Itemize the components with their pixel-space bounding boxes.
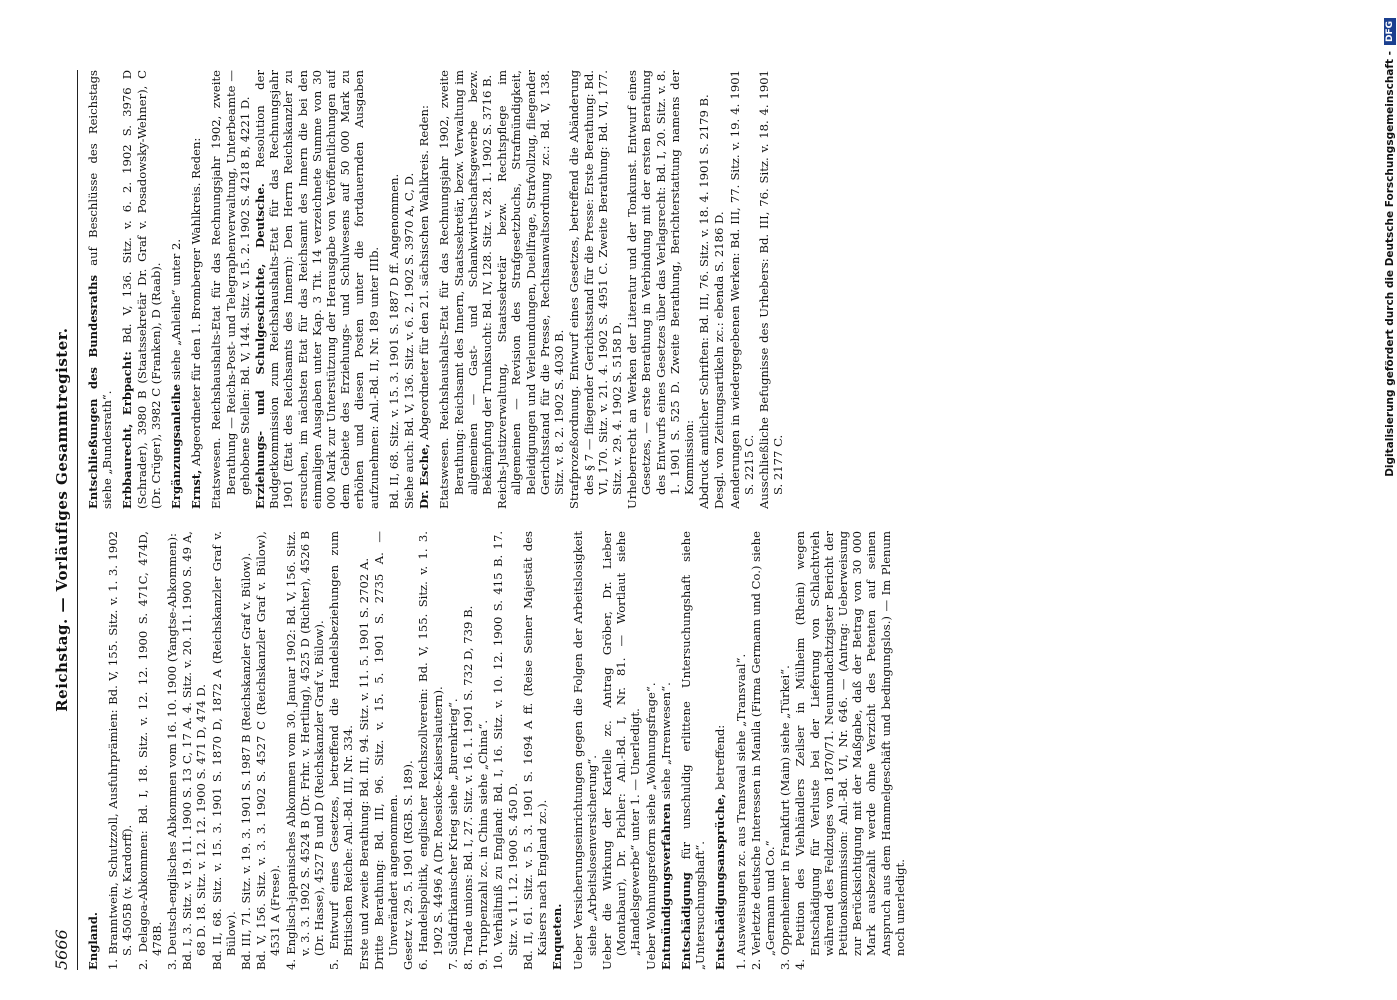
entry-body: siehe „Anleihe“ unter 2. [169, 238, 184, 381]
entry-body: Dritte Berathung: Bd. III, 96. Sitz. v. 15. 5. 1901 S. 2735 A. — Unverändert angenommen. [371, 531, 401, 970]
page-header [52, 70, 78, 970]
entry-body: Bd. V, 136. Sitz. v. 6. 2. 1902 S. 3976 D (Schrader), 3980 B (Staatssekretär Dr. Graf v. Posadowsky-Wehner), C (Dr. Crüger), 3982 C (Franken), D (Raab). [120, 70, 163, 509]
entry-heading: Entschädigungsansprüche, [713, 793, 728, 970]
dfg-logo: DFG [1384, 18, 1396, 45]
register-entry [169, 70, 183, 509]
register-entry [357, 531, 371, 970]
register-entry [749, 531, 777, 970]
entry-body: Etatswesen. Reichshaushalts-Etat für das Rechnungsjahr 1902, zweite Berathung: Reichsamt des Innern, Staatssekretär, bezw. Verwaltung im allgemeinen — Gast- und Schankwirthschaftsgewerbe bezw. Bekämpfung der Trunksucht: Bd. IV, 128. Sitz. v. 28. 1. 1902 S. 3716 B. [437, 70, 495, 509]
entry-body: Reichs-Justizverwaltung, Staatssekretär bezw. Rechtspflege im allgemeinen — Revision des Strafgesetzbuchs, Strafmündigkeit, Beleidigungen und Verleumdungen, Duellfrage, Strafvollzug, fliegender Gerichtsstand für die Presse, Rechtsanwaltsordnung zc.: Bd. V, 138. Sitz. v. 8. 2. 1902 S. 4030 B. [495, 70, 567, 509]
register-entry [446, 531, 460, 970]
entry-body: Siehe auch: Bd. V, 136. Sitz. v. 6. 2. 1902 S. 3970 A, C, D. [402, 172, 417, 509]
entry-body: 2. Delagoa-Abkommen: Bd. I, 18. Sitz. v. 12. 12. 1900 S. 471C, 474D, 478B. [135, 531, 164, 970]
entry-body: 7. Südafrikanischer Krieg siehe „Burenkrieg“. [445, 698, 460, 970]
entry-body: Bd. III, 71. Sitz. v. 19. 3. 1901 S. 1987 B (Reichskanzler Graf v. Bülow). [239, 552, 254, 970]
entry-heading: Ergänzungsanleihe [169, 383, 184, 509]
entry-body: Desgl. von Zeitungsartikeln zc.: ebenda S. 2186 D. [712, 211, 727, 509]
entry-body: betreffend: [713, 724, 728, 791]
register-entry [254, 531, 282, 970]
register-entry [793, 531, 907, 970]
register-entry [210, 531, 238, 970]
entry-body: Bd. II, 68. Sitz. v. 15. 3. 1901 S. 1870 D, 1872 A (Reichskanzler Graf v. Bülow). [209, 531, 238, 970]
register-entry [253, 70, 381, 509]
entry-body: 9. Truppenzahl zc. in China siehe „China“. [476, 719, 491, 970]
entry-body: Resolution der Budgetkommission zum Reichshaushalts-Etat für das Rechnungsjahr 1901 (Etat des Reichsamts des Innern): Den Herrn Reichskanzler zu ersuchen, im nächsten Etat für das Reichsamt des Innern die bei den einmaligen Ausgaben unter Kap. 3 Tit. 14 verzeichnete Summe von 30 000 Mark zur Unterstützung der Herausgabe von Veröffentlichungen auf dem Gebiete des Erziehungs- und Schulwesens auf 50 000 Mark zu erhöhen und diesen Posten unter die fortdauernden Ausgaben aufzunehmen: Anl.-Bd. II, Nr. 189 unter IIIb. [253, 70, 381, 509]
register-entry [239, 531, 253, 970]
register-entry [417, 70, 431, 509]
entry-body: Bd. II, 61. Sitz. v. 5. 3. 1901 S. 1694 A ff. (Reise Seiner Majestät des Kaisers nach England zc.). [520, 531, 550, 970]
entry-body: für unschuldig erlittene Untersuchungshaft siehe „Untersuchungshaft“. [678, 531, 708, 970]
register-entry [189, 70, 203, 509]
entry-heading: Dr. Esche, [417, 443, 432, 509]
register-entry [713, 531, 727, 970]
entry-body: 8. Trade unions: Bd. I, 27. Sitz. v. 16. 1. 1901 S. 732 D, 739 B. [461, 605, 476, 970]
entry-body: Ueber Versicherungseinrichtungen gegen die Folgen der Arbeitslosigkeit siehe „Arbeitslosenversicherung“. [570, 531, 599, 970]
entry-body: Bd. I, 3. Sitz. v. 19. 11. 1900 S. 13 C, 17 A. 4. Sitz. v. 20. 11. 1900 S. 49 A, 68 D. 18. Sitz. v. 12. 12. 1900 S. 471 D, 474 D. [180, 531, 209, 970]
right-column [86, 70, 1286, 509]
register-entry [86, 70, 114, 509]
entry-body: Abgeordneter für den 21. sächsischen Wahlkreis. Reden: [417, 105, 432, 440]
page-number: 5666 [52, 929, 71, 970]
entry-body: Urheberrecht an Werken der Literatur und der Tonkunst. Entwurf eines Gesetzes, — erste Berathung in Verbindung mit der ersten Berathung des Entwurfs eines Gesetzes über das Verlagsrecht: Bd. I, 20. Sitz. v. 8. 1. 1901 S. 525 D. Zweite Berathung, Berichterstattung namens der Kommission: [625, 70, 696, 509]
entry-body: 4. Petition des Viehhändlers Zeilser in Mülheim (Rhein) wegen Entschädigung für Verluste bei der Lieferung von Schlachtvieh während des Feldzuges von 1870/71. Neunundachtzigster Bericht der Petitionskommission: Anl.-Bd. VI, Nr. 646. — (Antrag: Ueberweisung zur Berücksichtigung mit der Maßgabe, daß der Betrag von 30 000 Mark ausbezahlt werde ohne Verzicht des Petenten auf seinen Anspruch aus dem Hammelgeschäft und bedingungslos.) — Im Plenum noch unerledigt. [793, 531, 907, 970]
register-entry [728, 70, 756, 509]
entry-body: Ueber die Wirkung der Kartelle zc. Antrag Gröber, Dr. Lieber (Montabaur), Dr. Pichler: Anl.-Bd. I, Nr. 81. — Wortlaut siehe „Handelsgewerbe“ unter 1. — Unerledigt. [599, 531, 643, 970]
register-entry [402, 70, 416, 509]
text-columns [86, 70, 1286, 970]
entry-heading: Entschädigung [678, 872, 693, 970]
register-entry [120, 70, 163, 509]
entry-body: Strafprozeßordnung. Entwurf eines Gesetzes, betreffend die Abänderung des § 7 — fliegender Gerichtsstand für die Presse: Erste Berathung: Bd. VI, 170. Sitz. v. 21. 4. 1902 S. 4951 C. Zweite Berathung: Bd. VI, 177. Sitz. v. 29. 4. 1902 S. 5158 D. [567, 70, 624, 509]
entry-body: Aenderungen in wiedergegebenen Werken: Bd. III, 77. Sitz. v. 19. 4. 1901 S. 2215 C. [727, 70, 756, 509]
entry-heading: Enqueten. [550, 903, 565, 970]
register-entry [86, 531, 100, 970]
entry-body: 6. Handelspolitik, englischer Reichszollverein: Bd. V, 155. Sitz. v. 1. 3. 1902 S. 4496 A (Dr. Roesicke-Kaiserslautern). [416, 531, 445, 970]
register-entry [679, 531, 707, 970]
entry-body: Erste und zweite Berathung: Bd. III, 94. Sitz. v. 11. 5. 1901 S. 2702 A. [356, 557, 371, 970]
register-entry [712, 70, 726, 509]
entry-body: 3. Deutsch-englisches Abkommen vom 16. 10. 1900 (Yangtse-Abkommen): [165, 533, 180, 970]
entry-body: Abdruck amtlicher Schriften: Bd. III, 76. Sitz. v. 18. 4. 1901 S. 2179 B. [697, 94, 712, 509]
left-column [86, 531, 1286, 970]
register-entry [106, 531, 134, 970]
entry-body: 3. Oppenheimer in Frankfurt (Main) siehe „Türkei“. [778, 665, 793, 970]
register-entry [778, 531, 792, 970]
entry-body: 5. Entwurf eines Gesetzes, betreffend die Handelsbeziehungen zum Britischen Reiche: Anl.-Bd. III, Nr. 334. [327, 531, 356, 970]
register-entry [209, 70, 252, 509]
entry-heading: Entschließungen des Bundesraths [86, 274, 100, 509]
page-title: Reichstag. — Vorläufiges Gesammtregister. [53, 327, 71, 712]
register-entry [521, 531, 549, 970]
entry-body: siehe „Irrenwesen“. [658, 682, 673, 800]
entry-body: Bd. II, 68. Sitz. v. 15. 3. 1901 S. 1887 D ff. Angenommen. [386, 173, 401, 509]
entry-body: 10. Verhältniß zu England: Bd. I, 16. Sitz. v. 10. 12. 1900 S. 415 B. 17. Sitz. v. 11. 12. 1900 S. 450 D. [491, 531, 520, 970]
register-entry [625, 70, 696, 509]
register-entry [387, 70, 401, 509]
funding-note: Digitalisierung gefördert durch die Deutsche Forschungsgemeinschaft - [1384, 51, 1396, 477]
register-entry [284, 531, 327, 970]
register-entry [401, 531, 415, 970]
register-entry [600, 531, 643, 970]
register-entry [461, 531, 475, 970]
register-entry [550, 531, 564, 970]
register-entry [372, 531, 400, 970]
register-entry [495, 70, 566, 509]
register-entry [165, 531, 179, 970]
register-entry [734, 531, 748, 970]
entry-body: Ausschließliche Befugnisse des Urhebers: Bd. III, 76. Sitz. v. 18. 4. 1901 S. 2177 C. [756, 70, 786, 509]
register-entry [567, 70, 624, 509]
register-entry [757, 70, 785, 509]
register-entry [476, 531, 490, 970]
entry-body: auf Beschlüsse des Reichstags siehe „Bundesrath“. [86, 70, 115, 509]
register-entry [659, 531, 673, 970]
entry-body: Abgeordneter für den 1. Bromberger Wahlkreis. Reden: [189, 137, 204, 467]
register-entry [327, 531, 355, 970]
entry-body: 1. Ausweisungen zc. aus Transvaal siehe „Transvaal“. [733, 653, 748, 970]
register-entry [571, 531, 599, 970]
entry-heading: Ernst, [189, 469, 204, 509]
entry-body: Etatswesen. Reichshaushalts-Etat für das Rechnungsjahr 1902, zweite Berathung — Reichs-Post- und Telegraphenverwaltung, Unterbeamte — gehobene Stellen: Bd. V, 144. Sitz. v. 15. 2. 1902 S. 4218 B, 4221 D. [209, 70, 252, 509]
entry-body: Bd. V, 156. Sitz. v. 3. 3. 1902 S. 4527 C (Reichskanzler Graf v. Bülow), 4531 A (Frese). [254, 531, 283, 970]
register-entry [136, 531, 164, 970]
entry-body: 2. Verletzte deutsche Interessen in Manila (Firma Germann und Co.) siehe „Germann und Co.“ [748, 531, 777, 970]
rotated-page [30, 40, 1330, 1000]
entry-heading: England. [86, 912, 100, 970]
register-entry [416, 531, 444, 970]
side-note [1362, 18, 1396, 982]
register-entry [644, 531, 658, 970]
register-entry [697, 70, 711, 509]
entry-body: 4. Englisch-japanisches Abkommen vom 30. Januar 1902: Bd. V, 156. Sitz. v. 3. 3. 1902 S. 4524 B (Dr. Frhr. v. Hertling), 4525 D (Richter), 4526 B (Dr. Hasse), 4527 B und D (Reichskanzler Graf v. Bülow). [283, 531, 327, 970]
entry-heading: Erziehungs- und Schulgeschichte, Deutsche. [253, 183, 268, 509]
register-entry [180, 531, 208, 970]
entry-heading: Entmündigungsverfahren [658, 803, 673, 970]
entry-heading: Erbbaurecht, Erbpacht: [120, 351, 135, 509]
entry-body: Ueber Wohnungsreform siehe „Wohnungsfrage“. [643, 682, 658, 970]
entry-body: 1. Branntwein, Schutzzoll, Ausfuhrprämien: Bd. V, 155. Sitz. v. 1. 3. 1902 S. 4505B (v. Kardorff). [106, 531, 135, 970]
register-entry [491, 531, 519, 970]
register-entry [437, 70, 494, 509]
entry-body: Gesetz v. 29. 5. 1901 (RGB. S. 189). [401, 760, 416, 970]
